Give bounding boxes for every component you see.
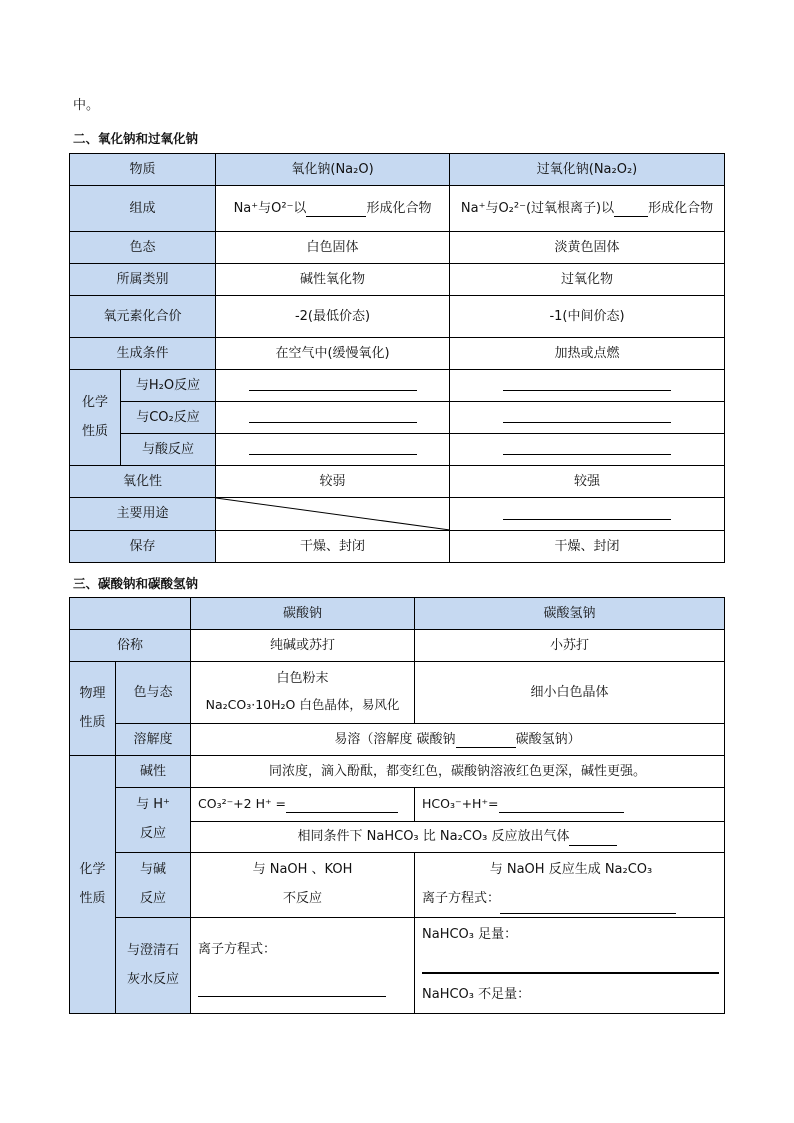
header-blank: [70, 598, 191, 630]
na2o2-color: 淡黄色固体: [450, 232, 725, 264]
row-label-basicity: 碱性: [116, 756, 191, 788]
row-label-acid-reaction: 与 H⁺ 反应: [116, 788, 191, 853]
na2co3-acid-equation: CO₃²⁻+2 H⁺ =: [191, 788, 415, 822]
na2o2-valence: -1(中间价态): [450, 296, 725, 338]
row-label-composition: 组成: [70, 186, 216, 232]
na2o2-co2-answer: [450, 402, 725, 434]
na2o-co2-answer: [216, 402, 450, 434]
row-label-usage: 主要用途: [70, 498, 216, 531]
nahco3-color-state: 细小白色晶体: [415, 662, 725, 724]
row-label-physical: 物理 性质: [70, 662, 116, 756]
row-label-common: 俗称: [70, 630, 191, 662]
basicity-compare: 同浓度，滴入酚酞，都变红色，碳酸钠溶液红色更深，碱性更强。: [191, 756, 725, 788]
na2o-storage: 干燥、封闭: [216, 531, 450, 563]
header-na2o: 氧化钠(Na₂O): [216, 154, 450, 186]
na2o2-composition: Na⁺与O₂²⁻(过氧根离子)以 形成化合物: [450, 186, 725, 232]
row-label-valence: 氧元素化合价: [70, 296, 216, 338]
na2o-usage-diagonal: [216, 498, 450, 531]
na2o-composition: Na⁺与O²⁻以 形成化合物: [216, 186, 450, 232]
na2o-formation: 在空气中(缓慢氧化): [216, 338, 450, 370]
na2o2-usage-answer: [450, 498, 725, 531]
row-label-color: 色态: [70, 232, 216, 264]
solubility-compare: 易溶（溶解度 碳酸钠 碳酸氢钠）: [191, 724, 725, 756]
oxides-table: [69, 153, 725, 563]
row-label-chemical: 化学 性质: [70, 756, 116, 1014]
section-heading-carbonates: 三、碳酸钠和碳酸氢钠: [73, 576, 199, 591]
nahco3-common: 小苏打: [415, 630, 725, 662]
header-substance: 物质: [70, 154, 216, 186]
section-heading-oxides: 二、氧化钠和过氧化钠: [73, 131, 199, 146]
row-label-storage: 保存: [70, 531, 216, 563]
row-label-h2o: 与H₂O反应: [121, 370, 216, 402]
header-nahco3: 碳酸氢钠: [415, 598, 725, 630]
na2o-color: 白色固体: [216, 232, 450, 264]
row-label-oxidizing: 氧化性: [70, 466, 216, 498]
acid-gas-compare: 相同条件下 NaHCO₃ 比 Na₂CO₃ 反应放出气体: [191, 822, 725, 853]
na2o-valence: -2(最低价态): [216, 296, 450, 338]
na2o2-acid-answer: [450, 434, 725, 466]
row-label-base-reaction: 与碱 反应: [116, 853, 191, 918]
row-label-limewater: 与澄清石 灰水反应: [116, 918, 191, 1014]
row-label-formation: 生成条件: [70, 338, 216, 370]
nahco3-base: 与 NaOH 反应生成 Na₂CO₃ 离子方程式：: [415, 853, 725, 918]
row-label-co2: 与CO₂反应: [121, 402, 216, 434]
diagonal-line: [216, 498, 450, 530]
nahco3-acid-equation: HCO₃⁻+H⁺=: [415, 788, 725, 822]
row-label-acid: 与酸反应: [121, 434, 216, 466]
na2o-acid-answer: [216, 434, 450, 466]
na2o2-oxidizing: 较强: [450, 466, 725, 498]
na2co3-color-state: 白色粉末 Na₂CO₃·10H₂O 白色晶体，易风化: [191, 662, 415, 724]
intro-text: 中。: [73, 98, 100, 113]
na2o2-category: 过氧化物: [450, 264, 725, 296]
na2o-category: 碱性氧化物: [216, 264, 450, 296]
na2co3-common: 纯碱或苏打: [191, 630, 415, 662]
na2o2-storage: 干燥、封闭: [450, 531, 725, 563]
na2o2-h2o-answer: [450, 370, 725, 402]
header-na2o2: 过氧化钠(Na₂O₂): [450, 154, 725, 186]
header-na2co3: 碳酸钠: [191, 598, 415, 630]
row-label-solubility: 溶解度: [116, 724, 191, 756]
row-label-chem: 化学 性质: [70, 370, 121, 466]
row-label-category: 所属类别: [70, 264, 216, 296]
na2o2-formation: 加热或点燃: [450, 338, 725, 370]
row-label-color-state: 色与态: [116, 662, 191, 724]
na2o-oxidizing: 较弱: [216, 466, 450, 498]
na2co3-limewater: 离子方程式：: [191, 918, 415, 1014]
na2o-h2o-answer: [216, 370, 450, 402]
na2co3-base: 与 NaOH 、KOH 不反应: [191, 853, 415, 918]
carbonates-table: [69, 597, 725, 1014]
nahco3-limewater: NaHCO₃ 足量： NaHCO₃ 不足量：: [415, 918, 725, 1014]
